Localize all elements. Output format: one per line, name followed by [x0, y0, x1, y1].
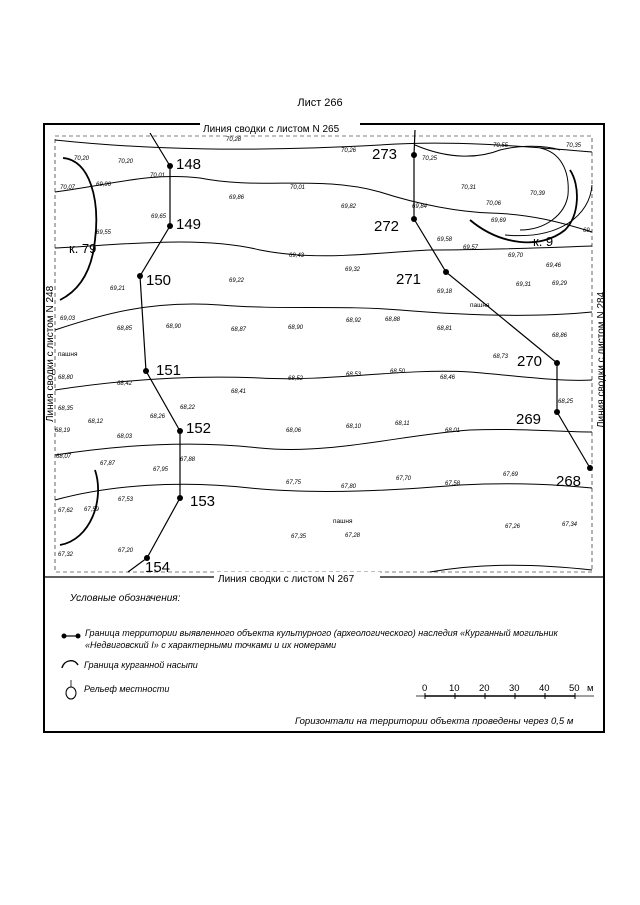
point-number: 271: [396, 271, 422, 288]
elevation-mark: 69,84: [412, 204, 428, 210]
contour-line: [55, 140, 592, 152]
point-number: 148: [176, 156, 202, 173]
elevation-mark: 68,88: [385, 317, 401, 323]
elevation-mark: 69,18: [437, 289, 453, 295]
elevation-mark: 68,03: [117, 434, 133, 440]
elevation-mark: 69,70: [508, 253, 524, 259]
legend-relief-symbol: [66, 687, 76, 699]
elevation-mark: 68,90: [288, 325, 304, 331]
elevation-mark: 67,70: [396, 476, 412, 482]
elevation-mark: 67,20: [118, 548, 134, 554]
elevation-mark: 70,06: [486, 201, 502, 207]
contour-line: [55, 371, 592, 390]
boundary-east: [414, 130, 590, 468]
scale-tick-label: 30: [509, 683, 520, 694]
point-number: 154: [145, 559, 171, 576]
boundary-point: [167, 223, 173, 229]
elevation-mark: 69,57: [463, 245, 479, 251]
contour-line: [55, 484, 592, 500]
edge-label-bottom: Линия сводки с листом N 267: [218, 574, 355, 585]
elevation-mark: 68,52: [288, 376, 304, 382]
kurgan-label: к. 79: [69, 241, 97, 256]
elevation-mark: 68,11: [395, 421, 410, 427]
edge-label-right: Линия сводки с листом N 284: [596, 291, 607, 428]
scale-tick-label: 0: [422, 683, 428, 694]
elevation-mark: 69,22: [229, 278, 245, 284]
elevation-mark: 69,96: [96, 182, 112, 188]
edge-label-left: Линия сводки с листом N 248: [45, 285, 56, 422]
contour-line: [55, 176, 592, 232]
elevation-mark: 67,88: [180, 457, 196, 463]
elevation-mark: 69,32: [345, 267, 361, 273]
kurgan-label: к. 9: [533, 234, 554, 249]
contour-line: [430, 565, 592, 572]
boundary-point: [177, 428, 183, 434]
elevation-mark: 69,55: [96, 230, 112, 236]
boundary-point: [411, 152, 417, 158]
point-number: 152: [186, 420, 212, 437]
elevation-mark: 70,35: [566, 143, 582, 149]
scale-tick-label: 10: [449, 683, 460, 694]
elevation-mark: 70,01: [150, 173, 166, 179]
land-label: пашня: [333, 518, 353, 525]
contour-lines: [55, 140, 592, 572]
elevation-mark: 68,73: [493, 354, 509, 360]
point-number: 272: [374, 218, 400, 235]
elevation-mark: 67,87: [100, 461, 116, 467]
elevation-mark: 70,20: [118, 159, 134, 165]
scale-tick-label: 20: [479, 683, 490, 694]
contour-line: [520, 148, 568, 230]
elevation-mark: 67,69: [503, 472, 519, 478]
legend-title: Условные обозначения:: [70, 593, 181, 604]
legend-mound-symbol: [62, 661, 78, 668]
elevation-mark: 68,87: [231, 327, 247, 333]
elevation-mark: 68,25: [558, 399, 574, 405]
contour-line: [55, 429, 592, 455]
boundary-point: [167, 163, 173, 169]
elevation-mark: 68,86: [552, 333, 568, 339]
elevation-mark: 68,46: [440, 375, 456, 381]
point-number: 153: [190, 493, 216, 510]
elevation-mark: 69,46: [546, 263, 562, 269]
elevation-mark: 70,28: [226, 137, 242, 143]
boundary-point: [143, 368, 149, 374]
elevation-mark: 68,01: [445, 428, 461, 434]
boundary-point: [137, 273, 143, 279]
elevation-mark: 67,75: [286, 480, 302, 486]
elevation-mark: 70,31: [461, 185, 477, 191]
land-label: пашня: [470, 302, 490, 309]
elevation-mark: 68,22: [180, 405, 196, 411]
elevation-mark: 68,07: [56, 454, 72, 460]
point-number: 151: [156, 362, 182, 379]
elevation-mark: 68,41: [231, 389, 247, 395]
elevation-mark: 69,86: [229, 195, 245, 201]
boundary-point: [443, 269, 449, 275]
point-number: 149: [176, 216, 202, 233]
elevation-mark: 68,19: [55, 428, 71, 434]
elevation-mark: 68,35: [58, 406, 74, 412]
elevation-mark: 68,85: [117, 326, 133, 332]
elevation-mark: 69,65: [151, 214, 167, 220]
point-number: 269: [516, 411, 542, 428]
elevation-mark: 69,43: [289, 253, 305, 259]
sheet-title: Лист 266: [297, 97, 343, 109]
boundary-point: [554, 409, 560, 415]
boundary-point: [411, 216, 417, 222]
elevation-mark: 67,35: [291, 534, 307, 540]
legend-point-symbol: [76, 634, 81, 639]
elevation-mark: 70,26: [341, 148, 357, 154]
elevation-mark: 68,80: [58, 375, 74, 381]
elevation-mark: 67,62: [58, 508, 74, 514]
kurgan-79-outline: [60, 158, 96, 300]
elevation-mark: 67,26: [505, 524, 521, 530]
elevation-mark: 69,69: [491, 218, 507, 224]
contour-interval-note: Горизонтали на территории объекта проведены через 0,5 м: [295, 716, 574, 727]
contour-line: [415, 145, 560, 156]
point-number: 150: [146, 272, 172, 289]
elevation-mark: 70,07: [60, 185, 76, 191]
elevation-mark: 69,21: [110, 286, 126, 292]
legend-mound-text: Граница курганной насыпи: [84, 660, 198, 670]
elevation-mark: 68,81: [437, 326, 453, 332]
elevation-mark: 69,: [583, 228, 592, 234]
elevation-mark: 69,58: [437, 237, 453, 243]
elevation-mark: 70,20: [74, 156, 90, 162]
point-number: 268: [556, 473, 582, 490]
scale-unit: м: [587, 683, 594, 694]
elevation-mark: 67,95: [153, 467, 169, 473]
elevation-mark: 67,28: [345, 533, 361, 539]
elevation-mark: 67,34: [562, 522, 578, 528]
elevation-mark: 67,53: [118, 497, 134, 503]
elevation-mark: 69,31: [516, 282, 532, 288]
land-label: пашня: [58, 351, 78, 358]
elevation-mark: 68,92: [346, 318, 362, 324]
elevation-mark: 68,26: [150, 414, 166, 420]
elevation-mark: 70,39: [530, 191, 546, 197]
kurgan-outlines: [60, 158, 577, 545]
elevation-mark: 68,53: [346, 372, 362, 378]
elevation-mark: 68,06: [286, 428, 302, 434]
legend-relief-text: Рельеф местности: [84, 684, 170, 694]
elevation-mark: 70,55: [493, 143, 509, 149]
elevation-mark: 67,80: [341, 484, 357, 490]
legend-boundary-text: Граница территории выявленного объекта культурного (археологического) наследия «Курганный могильник «Недвиговский I» с характерными точками и их номерами: [85, 628, 558, 650]
elevation-mark: 68,90: [166, 324, 182, 330]
scale-tick-label: 40: [539, 683, 550, 694]
edge-label-top: Линия сводки с листом N 265: [203, 124, 340, 135]
scale-tick-label: 50: [569, 683, 580, 694]
elevation-mark: 69,82: [341, 204, 357, 210]
boundary-point: [177, 495, 183, 501]
elevation-mark: 68,50: [390, 369, 406, 375]
land-labels: [58, 302, 490, 525]
boundary-point: [554, 360, 560, 366]
boundary-point: [587, 465, 593, 471]
inner-boundary: [55, 136, 592, 572]
elevation-marks: [55, 137, 591, 558]
elevation-mark: 70,01: [290, 185, 306, 191]
scale-bar: [416, 683, 594, 699]
legend-symbols: [62, 634, 81, 700]
point-number: 273: [372, 146, 398, 163]
elevation-mark: 70,25: [422, 156, 438, 162]
elevation-mark: 69,03: [60, 316, 76, 322]
point-numbers: [145, 146, 581, 576]
elevation-mark: 68,10: [346, 424, 362, 430]
elevation-mark: 67,58: [445, 481, 461, 487]
point-number: 270: [517, 353, 543, 370]
kurgan-labels: [69, 234, 553, 256]
elevation-mark: 67,32: [58, 552, 74, 558]
elevation-mark: 68,12: [88, 419, 104, 425]
elevation-mark: 67,59: [84, 507, 100, 513]
elevation-mark: 69,29: [552, 281, 568, 287]
elevation-mark: 68,42: [117, 381, 133, 387]
boundary-west: [128, 133, 180, 572]
